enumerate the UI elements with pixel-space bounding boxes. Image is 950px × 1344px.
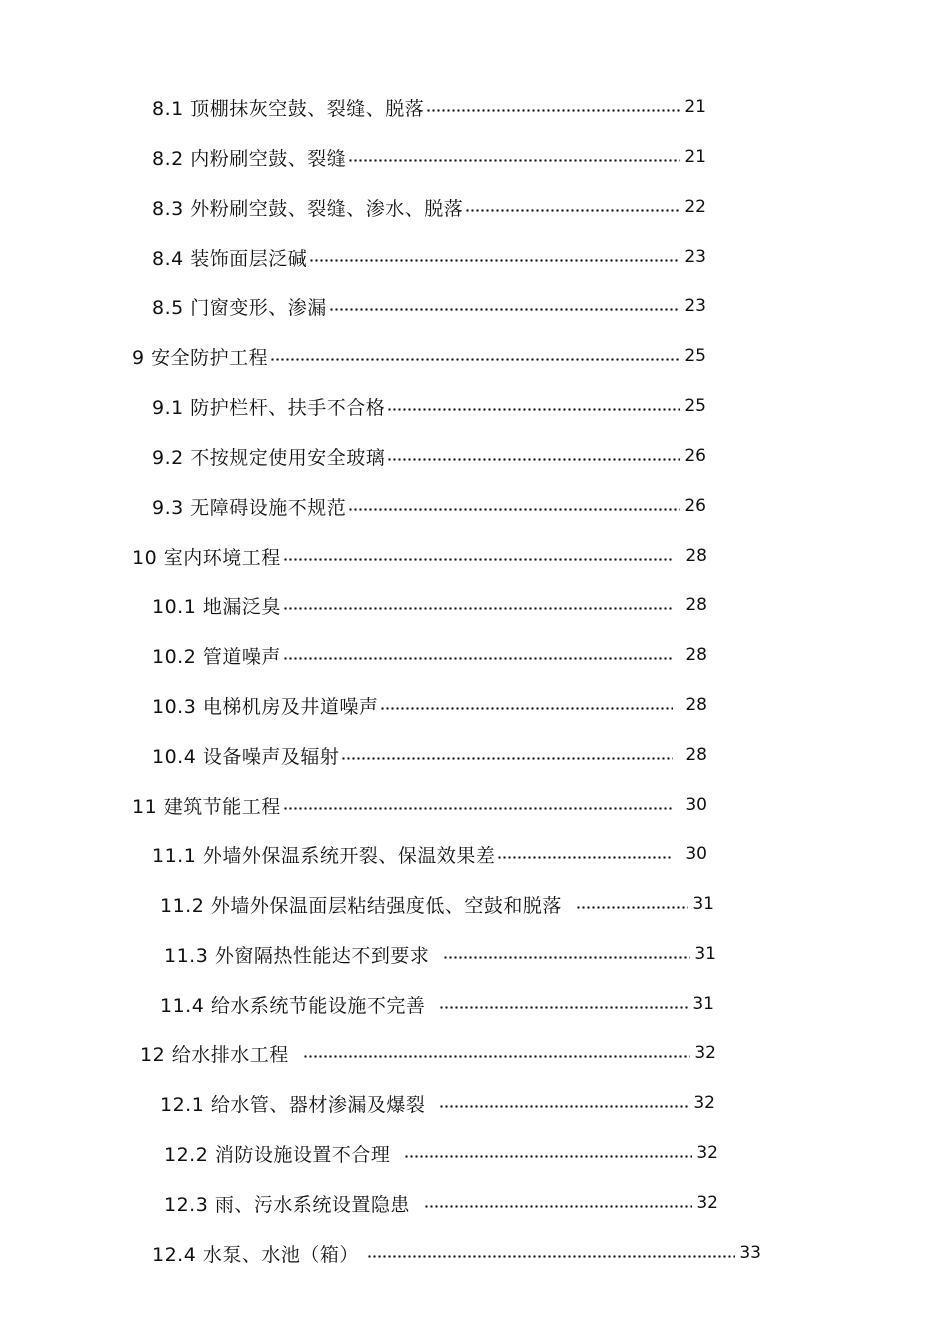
toc-entry[interactable] <box>152 640 707 670</box>
dot-leader <box>270 358 680 361</box>
toc-entry[interactable] <box>164 1188 718 1218</box>
dot-leader <box>439 1006 688 1009</box>
toc-entry-page: 30 <box>685 795 707 815</box>
toc-entry-page: 21 <box>684 97 706 117</box>
toc-entry[interactable] <box>160 1088 715 1118</box>
toc-entry-page: 28 <box>685 745 707 765</box>
toc-entry-label: 11 建筑节能工程 <box>132 795 281 818</box>
toc-entry-label: 8.4 装饰面层泛碱 <box>152 247 308 270</box>
toc-entry-label: 8.1 顶棚抹灰空鼓、裂缝、脱落 <box>152 97 425 120</box>
toc-entry-label: 12.2 消防设施设置不合理 <box>164 1143 391 1166</box>
toc-entry-page: 26 <box>684 496 706 516</box>
toc-entry-label: 11.1 外墙外保温系统开裂、保温效果差 <box>152 844 496 867</box>
dot-leader <box>387 458 680 461</box>
toc-entry[interactable] <box>132 541 707 571</box>
toc-entry[interactable] <box>152 192 706 222</box>
toc-entry-label: 12.4 水泵、水池（箱） <box>152 1243 359 1266</box>
toc-entry-page: 32 <box>693 1093 715 1113</box>
toc-entry-label: 8.5 门窗变形、渗漏 <box>152 296 327 319</box>
toc-entry-label: 10.2 管道噪声 <box>152 645 281 668</box>
dot-leader <box>465 209 680 212</box>
toc-entry-label: 8.3 外粉刷空鼓、裂缝、渗水、脱落 <box>152 197 464 220</box>
toc-entry[interactable] <box>164 939 716 969</box>
toc-entry-page: 25 <box>684 396 706 416</box>
toc-entry-label: 10 室内环境工程 <box>132 546 281 569</box>
toc-entry-label: 9.3 无障碍设施不规范 <box>152 496 347 519</box>
toc-entry[interactable] <box>152 92 706 122</box>
dot-leader <box>497 856 673 859</box>
toc-entry-page: 28 <box>685 695 707 715</box>
toc-entry-label: 11.3 外窗隔热性能达不到要求 <box>164 944 430 967</box>
toc-entry-page: 26 <box>684 446 706 466</box>
toc-entry-page: 22 <box>684 197 706 217</box>
dot-leader <box>283 807 674 810</box>
dot-leader <box>380 707 673 710</box>
toc-entry-page: 32 <box>696 1143 718 1163</box>
toc-entry[interactable] <box>132 790 707 820</box>
toc-entry-label: 11.4 给水系统节能设施不完善 <box>160 994 426 1017</box>
toc-entry[interactable] <box>132 341 706 371</box>
toc-entry-label: 8.2 内粉刷空鼓、裂缝 <box>152 147 347 170</box>
toc-entry[interactable] <box>152 740 707 770</box>
toc-entry-label: 12 给水排水工程 <box>140 1043 289 1066</box>
dot-leader <box>426 109 680 112</box>
toc-entry-page: 30 <box>685 844 707 864</box>
toc-entry-label: 12.3 雨、污水系统设置隐患 <box>164 1193 410 1216</box>
toc-entry-page: 31 <box>694 944 716 964</box>
toc-entry-label: 12.1 给水管、器材渗漏及爆裂 <box>160 1093 426 1116</box>
toc-entry-page: 28 <box>685 546 707 566</box>
toc-entry[interactable] <box>140 1038 716 1068</box>
toc-entry[interactable] <box>152 491 706 521</box>
toc-entry[interactable] <box>152 590 707 620</box>
dot-leader <box>387 408 680 411</box>
toc-entry[interactable] <box>160 989 714 1019</box>
toc-entry[interactable] <box>164 1138 718 1168</box>
dot-leader <box>303 1055 691 1058</box>
toc-entry[interactable] <box>152 142 706 172</box>
dot-leader <box>309 259 680 262</box>
dot-leader <box>283 607 674 610</box>
toc-entry-page: 31 <box>692 994 714 1014</box>
toc-entry-label: 9 安全防护工程 <box>132 346 269 369</box>
toc-entry-label: 10.4 设备噪声及辐射 <box>152 745 340 768</box>
toc-entry-page: 31 <box>692 894 714 914</box>
toc-entry[interactable] <box>152 690 707 720</box>
toc-entry-page: 28 <box>685 595 707 615</box>
dot-leader <box>329 308 681 311</box>
dot-leader <box>341 757 673 760</box>
toc-entry-page: 32 <box>694 1043 716 1063</box>
dot-leader <box>283 558 674 561</box>
toc-entry-label: 9.2 不按规定使用安全玻璃 <box>152 446 386 469</box>
toc-entry-page: 32 <box>696 1193 718 1213</box>
toc-entry-page: 23 <box>684 296 706 316</box>
toc-entry-page: 21 <box>684 147 706 167</box>
toc-entry-page: 25 <box>684 346 706 366</box>
toc-entry[interactable] <box>152 839 707 869</box>
toc-entry-page: 33 <box>739 1243 761 1263</box>
dot-leader <box>367 1255 736 1258</box>
dot-leader <box>443 956 690 959</box>
toc-entry[interactable] <box>152 242 706 272</box>
dot-leader <box>348 159 680 162</box>
dot-leader <box>439 1105 689 1108</box>
dot-leader <box>348 508 680 511</box>
toc-entry-page: 23 <box>684 247 706 267</box>
toc-entry-label: 10.3 电梯机房及井道噪声 <box>152 695 379 718</box>
dot-leader <box>283 657 674 660</box>
dot-leader <box>404 1155 692 1158</box>
toc-entry-label: 9.1 防护栏杆、扶手不合格 <box>152 396 386 419</box>
toc-entry-page: 28 <box>685 645 707 665</box>
dot-leader <box>424 1205 693 1208</box>
toc-entry[interactable] <box>152 1238 761 1268</box>
toc-entry-label: 11.2 外墙外保温面层粘结强度低、空鼓和脱落 <box>160 894 562 917</box>
toc-entry[interactable] <box>160 889 714 919</box>
dot-leader <box>576 906 689 909</box>
toc-entry-label: 10.1 地漏泛臭 <box>152 595 281 618</box>
toc-entry[interactable] <box>152 391 706 421</box>
toc-entry[interactable] <box>152 441 706 471</box>
toc-entry[interactable] <box>152 291 706 321</box>
